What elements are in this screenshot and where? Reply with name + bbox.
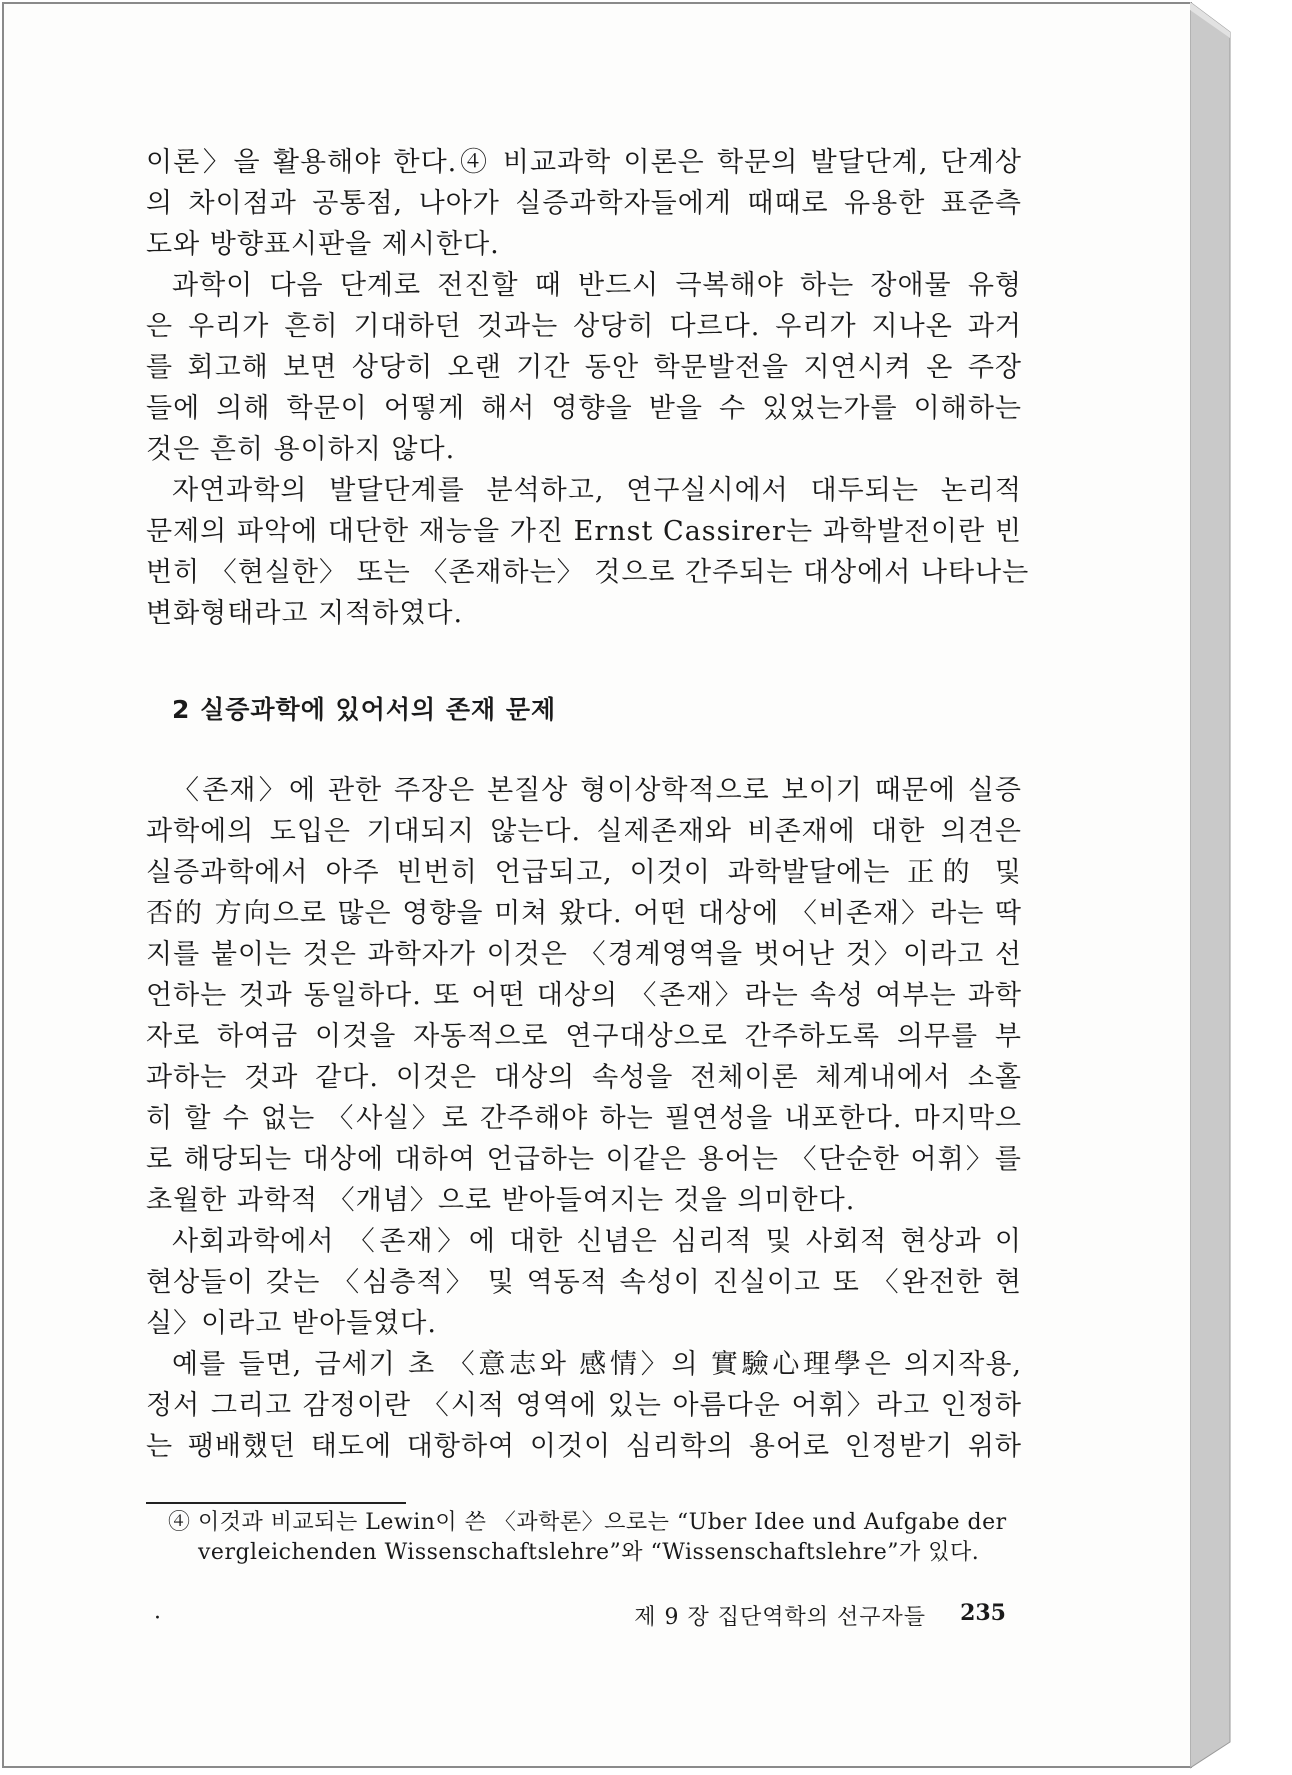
text-line: 것은 흔히 용이하지 않다. <box>146 434 456 465</box>
paragraph-3 <box>146 470 1030 634</box>
footnote <box>168 1508 1024 1568</box>
text-line: 否的 方向으로 많은 영향을 미쳐 왔다. 어떤 대상에 〈비존재〉라는 딱 <box>146 898 1022 929</box>
text-line: 는 팽배했던 태도에 대항하여 이것이 심리학의 용어로 인정받기 위하 <box>146 1431 1022 1462</box>
page-footer <box>146 1600 1006 1634</box>
text-line: 자로 하여금 이것을 자동적으로 연구대상으로 간주하도록 의무를 부 <box>146 1021 1022 1052</box>
text-line: 도와 방향표시판을 제시한다. <box>146 229 500 260</box>
text-line: 로 해당되는 대상에 대하여 언급하는 이같은 용어는 〈단순한 어휘〉를 <box>146 1144 1022 1175</box>
text-line: 실〉이라고 받아들였다. <box>146 1308 437 1339</box>
footnote-line: ④ 이것과 비교되는 Lewin이 쓴 〈과학론〉으로는 “Uber Idee und Aufgabe der <box>168 1510 1007 1535</box>
page-number: 235 <box>960 1600 1006 1626</box>
text-line: 과학이 다음 단계로 전진할 때 반드시 극복해야 하는 장애물 유형 <box>172 270 1022 301</box>
text-line: 자연과학의 발달단계를 분석하고, 연구실시에서 대두되는 논리적 <box>172 475 1022 506</box>
text-line: 현상들이 갖는 〈심층적〉 및 역동적 속성이 진실이고 또 〈완전한 현 <box>146 1267 1022 1298</box>
footer-dot: · <box>154 1606 161 1631</box>
text-line: 들에 의해 학문이 어떻게 해서 영향을 받을 수 있었는가를 이해하는 <box>146 393 1022 424</box>
text-line: 은 우리가 흔히 기대하던 것과는 상당히 다르다. 우리가 지나온 과거 <box>146 311 1022 342</box>
text-line: 사회과학에서 〈존재〉에 대한 신념은 심리적 및 사회적 현상과 이 <box>172 1226 1022 1257</box>
text-line: 예를 들면, 금세기 초 〈意志와 感情〉의 實驗心理學은 의지작용, <box>172 1349 1022 1380</box>
text-line: 정서 그리고 감정이란 〈시적 영역에 있는 아름다운 어휘〉라고 인정하 <box>146 1390 1022 1421</box>
section-heading: 2 실증과학에 있어서의 존재 문제 <box>172 695 557 724</box>
text-line: 이론〉을 활용해야 한다.④ 비교과학 이론은 학문의 발달단계, 단계상 <box>146 147 1022 178</box>
page-edge-illustration <box>1190 2 1292 1775</box>
text-line: 과학에의 도입은 기대되지 않는다. 실제존재와 비존재에 대한 의견은 <box>146 816 1022 847</box>
running-footer-chapter: 제 9 장 집단역학의 선구자들 <box>634 1605 926 1630</box>
footnote-divider <box>146 1502 406 1504</box>
text-line: 변화형태라고 지적하였다. <box>146 598 464 629</box>
paragraph-1 <box>146 142 1022 265</box>
footnote-line: vergleichenden Wissenschaftslehre”와 “Wissenschaftslehre”가 있다. <box>198 1540 980 1565</box>
text-line: 를 회고해 보면 상당히 오랜 기간 동안 학문발전을 지연시켜 온 주장 <box>146 352 1022 383</box>
text-line: 과하는 것과 같다. 이것은 대상의 속성을 전체이론 체계내에서 소홀 <box>146 1062 1022 1093</box>
main-text <box>146 142 1030 634</box>
paragraph-5 <box>146 1221 1022 1344</box>
text-line: 의 차이점과 공통점, 나아가 실증과학자들에게 때때로 유용한 표준측 <box>146 188 1022 219</box>
text-line: 언하는 것과 동일하다. 또 어떤 대상의 〈존재〉라는 속성 여부는 과학 <box>146 980 1022 1011</box>
paragraph-2 <box>146 265 1022 470</box>
text-line: 번히 〈현실한〉 또는 〈존재하는〉 것으로 간주되는 대상에서 나타나는 <box>146 557 1030 588</box>
paragraph-6 <box>146 1344 1022 1467</box>
text-line: 〈존재〉에 관한 주장은 본질상 형이상학적으로 보이기 때문에 실증 <box>172 775 1022 806</box>
text-line: 초월한 과학적 〈개념〉으로 받아들여지는 것을 의미한다. <box>146 1185 856 1216</box>
main-text-continued <box>146 770 1022 1467</box>
paragraph-4 <box>146 770 1022 1221</box>
text-line: 문제의 파악에 대단한 재능을 가진 Ernst Cassirer는 과학발전이란 빈 <box>146 516 1022 547</box>
text-line: 지를 붙이는 것은 과학자가 이것은 〈경계영역을 벗어난 것〉이라고 선 <box>146 939 1022 970</box>
text-line: 히 할 수 없는 〈사실〉로 간주해야 하는 필연성을 내포한다. 마지막으 <box>146 1103 1022 1134</box>
text-line: 실증과학에서 아주 빈번히 언급되고, 이것이 과학발달에는 正的 및 <box>146 857 1022 888</box>
